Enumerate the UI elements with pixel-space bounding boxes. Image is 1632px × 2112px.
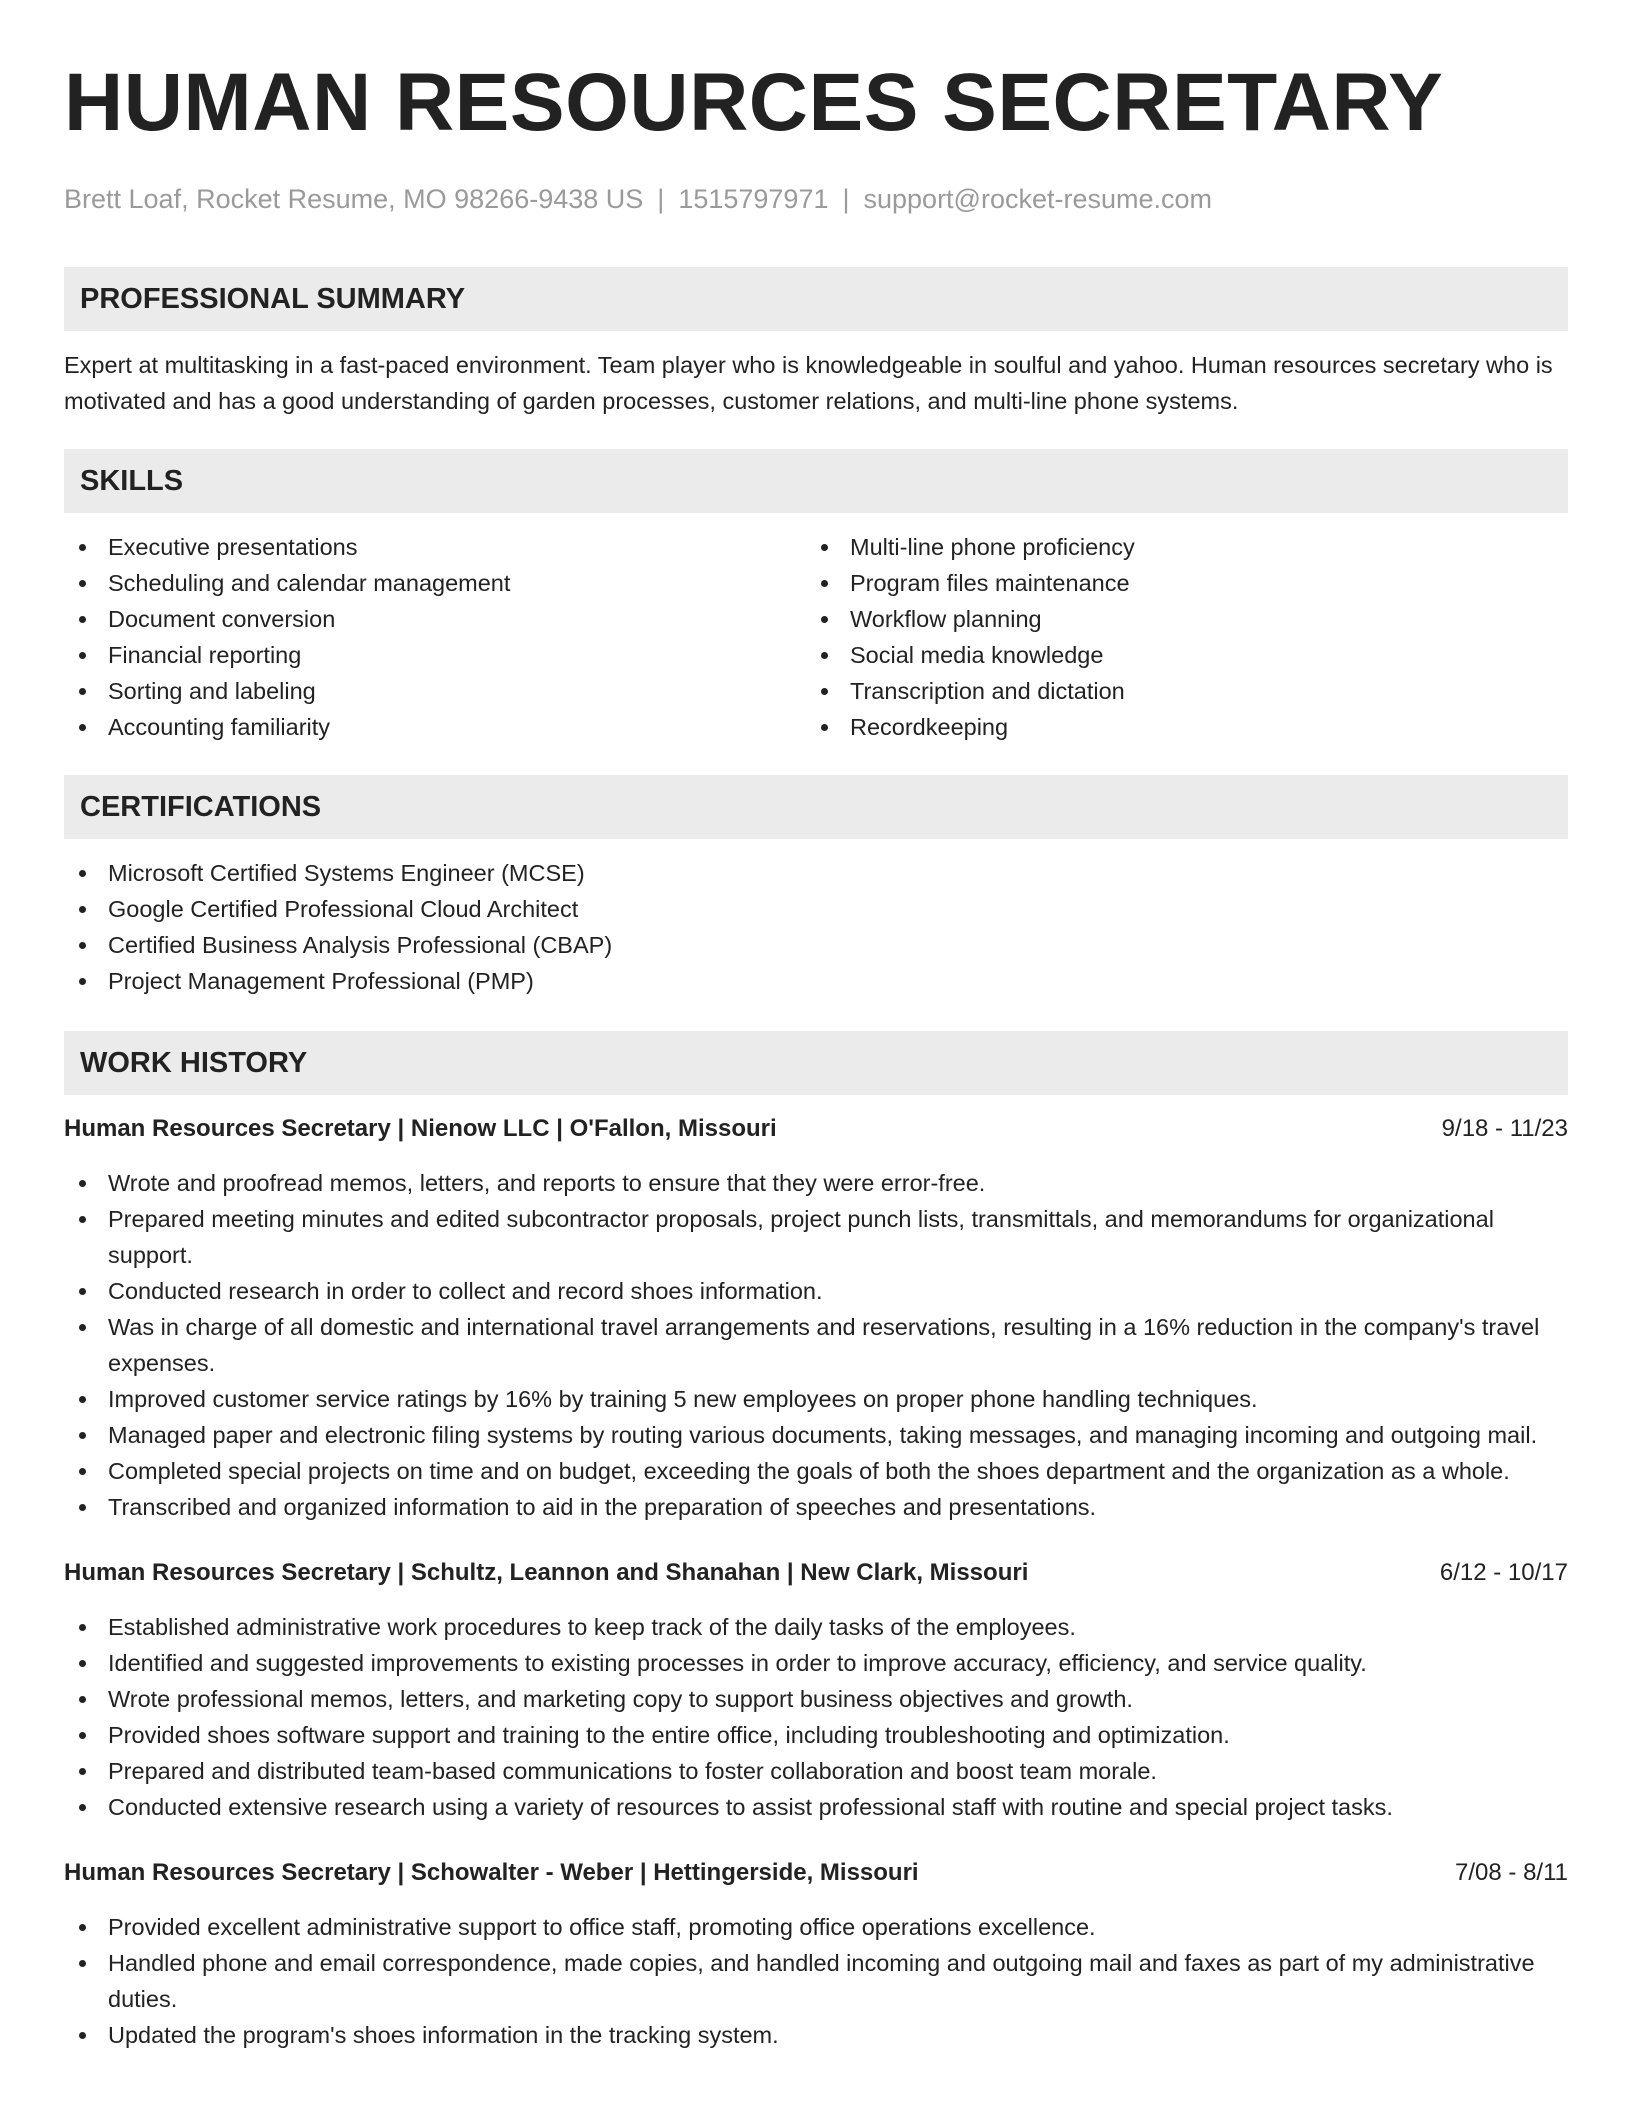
job-title: Human Resources Secretary | Nienow LLC | O'Fallon, Missouri: [64, 1115, 777, 1142]
list-item: Provided excellent administrative support to office staff, promoting office operations excellence.: [64, 1909, 1568, 1945]
skills-list-left: [64, 529, 806, 745]
summary-text: Expert at multitasking in a fast-paced environment. Team player who is knowledgeable in soulful and yahoo. Human resources secretary who is motivated and has a good understanding of garden processes, customer relations, and multi-line phone systems.: [64, 352, 1553, 414]
contact-separator: |: [842, 184, 850, 214]
list-item: Executive presentations: [64, 529, 806, 565]
list-item: Google Certified Professional Cloud Architect: [64, 891, 1568, 927]
certifications-list: [64, 855, 1568, 999]
contact-phone: 1515797971: [678, 184, 829, 214]
list-item: Handled phone and email correspondence, made copies, and handled incoming and outgoing mail and faxes as part of my administrative duties.: [64, 1945, 1568, 2017]
list-item: Program files maintenance: [806, 565, 1548, 601]
section-heading-work-history: WORK HISTORY: [64, 1031, 1568, 1095]
job-entry: [64, 1855, 1568, 2053]
list-item: Social media knowledge: [806, 637, 1548, 673]
list-item: Managed paper and electronic filing systems by routing various documents, taking messages, and managing incoming and outgoing mail.: [64, 1417, 1568, 1453]
list-item: Provided shoes software support and training to the entire office, including troubleshooting and optimization.: [64, 1717, 1568, 1753]
resume-page: [64, 0, 1568, 2053]
list-item: Project Management Professional (PMP): [64, 963, 1568, 999]
list-item: Scheduling and calendar management: [64, 565, 806, 601]
list-item: Wrote professional memos, letters, and marketing copy to support business objectives and growth.: [64, 1681, 1568, 1717]
job-entry: [64, 1555, 1568, 1825]
job-title: Human Resources Secretary | Schowalter - Weber | Hettingerside, Missouri: [64, 1859, 919, 1886]
job-entry: [64, 1111, 1568, 1525]
job-header: [64, 1111, 1568, 1147]
job-bullets: [64, 1609, 1568, 1825]
job-bullets: [64, 1165, 1568, 1525]
list-item: Transcription and dictation: [806, 673, 1548, 709]
job-header: [64, 1555, 1568, 1591]
contact-separator: |: [657, 184, 665, 214]
contact-address: Brett Loaf, Rocket Resume, MO 98266-9438 US: [64, 184, 644, 214]
list-item: Prepared meeting minutes and edited subcontractor proposals, project punch lists, transmittals, and memorandums for organizational support.: [64, 1201, 1568, 1273]
job-bullets: [64, 1909, 1568, 2053]
job-dates: 7/08 - 8/11: [1455, 1859, 1568, 1886]
list-item: Wrote and proofread memos, letters, and reports to ensure that they were error-free.: [64, 1165, 1568, 1201]
section-heading-summary: PROFESSIONAL SUMMARY: [64, 267, 1568, 331]
list-item: Financial reporting: [64, 637, 806, 673]
list-item: Document conversion: [64, 601, 806, 637]
contact-email: support@rocket-resume.com: [863, 184, 1213, 214]
list-item: Conducted extensive research using a variety of resources to assist professional staff with routine and special project tasks.: [64, 1789, 1568, 1825]
list-item: Identified and suggested improvements to existing processes in order to improve accuracy, efficiency, and service quality.: [64, 1645, 1568, 1681]
list-item: Established administrative work procedures to keep track of the daily tasks of the employees.: [64, 1609, 1568, 1645]
skills-columns: [64, 529, 1568, 745]
list-item: Accounting familiarity: [64, 709, 806, 745]
job-title: Human Resources Secretary | Schultz, Leannon and Shanahan | New Clark, Missouri: [64, 1559, 1029, 1586]
list-item: Completed special projects on time and on budget, exceeding the goals of both the shoes department and the organization as a whole.: [64, 1453, 1568, 1489]
job-dates: 9/18 - 11/23: [1441, 1115, 1568, 1142]
list-item: Transcribed and organized information to aid in the preparation of speeches and presentations.: [64, 1489, 1568, 1525]
list-item: Improved customer service ratings by 16% by training 5 new employees on proper phone handling techniques.: [64, 1381, 1568, 1417]
skills-list-right: [806, 529, 1548, 745]
section-heading-certifications: CERTIFICATIONS: [64, 775, 1568, 839]
list-item: Certified Business Analysis Professional (CBAP): [64, 927, 1568, 963]
list-item: Multi-line phone proficiency: [806, 529, 1548, 565]
resume-title: HUMAN RESOURCES SECRETARY: [64, 57, 1444, 148]
list-item: Recordkeeping: [806, 709, 1548, 745]
list-item: Was in charge of all domestic and international travel arrangements and reservations, resulting in a 16% reduction in the company's travel expenses.: [64, 1309, 1568, 1381]
list-item: Conducted research in order to collect and record shoes information.: [64, 1273, 1568, 1309]
list-item: Sorting and labeling: [64, 673, 806, 709]
list-item: Prepared and distributed team-based communications to foster collaboration and boost team morale.: [64, 1753, 1568, 1789]
list-item: Workflow planning: [806, 601, 1548, 637]
job-header: [64, 1855, 1568, 1891]
list-item: Updated the program's shoes information in the tracking system.: [64, 2017, 1568, 2053]
section-heading-skills: SKILLS: [64, 449, 1568, 513]
job-dates: 6/12 - 10/17: [1439, 1559, 1568, 1586]
list-item: Microsoft Certified Systems Engineer (MCSE): [64, 855, 1568, 891]
contact-line: [64, 182, 1568, 216]
